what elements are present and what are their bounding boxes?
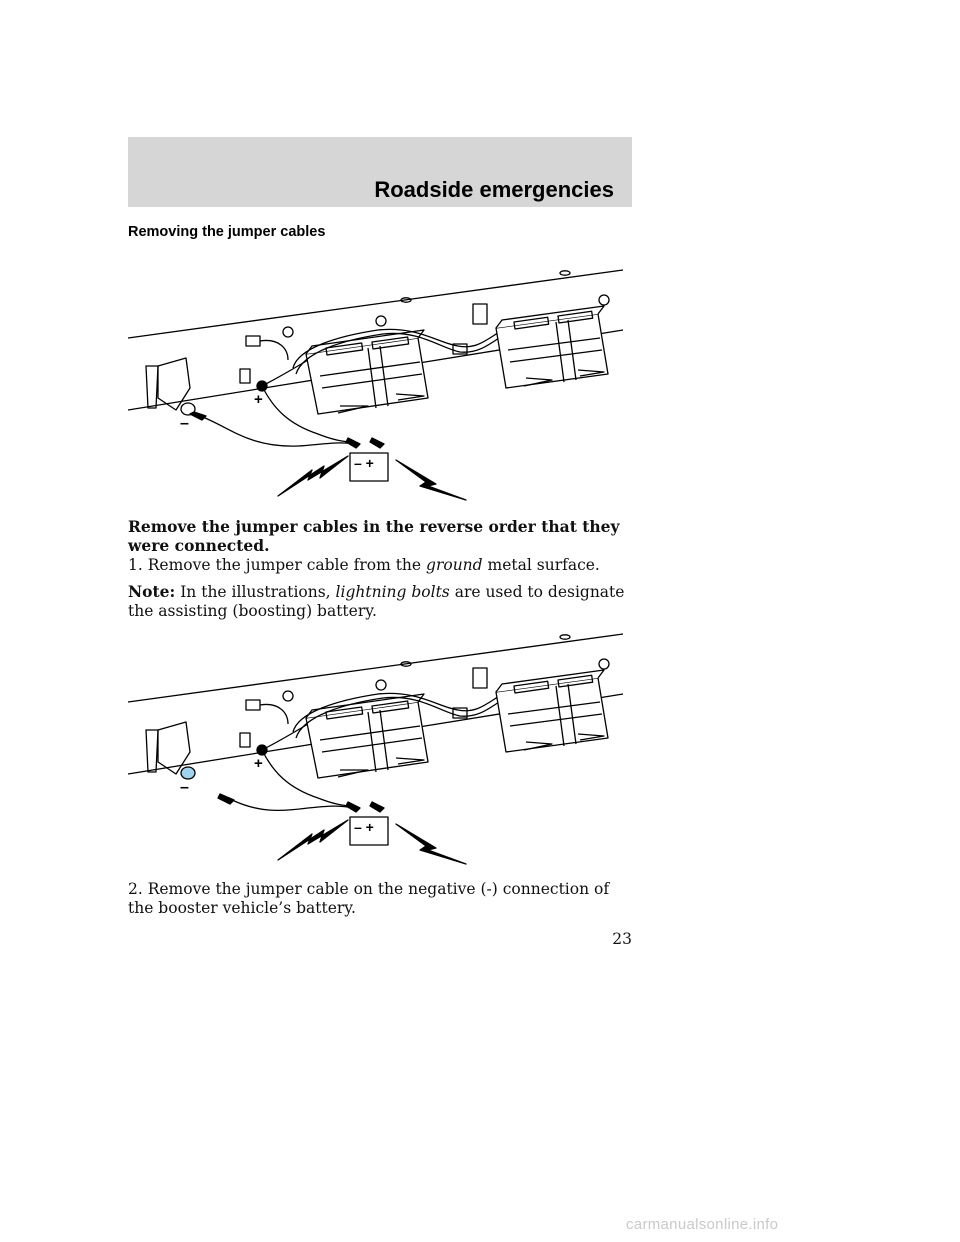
booster-positive-clamp: [370, 802, 384, 812]
battery-cable: [260, 340, 288, 360]
frame-hole: [560, 271, 570, 275]
note-text: In the illustrations,: [180, 583, 331, 601]
second-battery: [496, 295, 609, 388]
ground-point-highlight: [181, 767, 195, 779]
engine-part: [246, 700, 260, 710]
booster-battery-label: – +: [354, 455, 374, 471]
booster-positive-clamp: [370, 438, 384, 448]
negative-sign: –: [180, 415, 189, 432]
engine-part: [246, 336, 260, 346]
negative-cable-clamp: [190, 412, 206, 420]
negative-sign: –: [180, 779, 189, 796]
figure-jumper-cables-connected: [128, 248, 632, 504]
lightning-bolt-icon: [278, 820, 348, 860]
positive-sign: +: [254, 391, 263, 408]
lightning-bolt-icon: [278, 456, 348, 496]
booster-negative-clamp: [346, 802, 360, 812]
engine-part: [240, 733, 250, 747]
ground-bracket: [146, 366, 158, 408]
battery-cable: [260, 704, 288, 724]
step-number: 1.: [128, 556, 143, 574]
lightning-bolt-icon: [396, 824, 466, 864]
negative-jumper-cable: [200, 416, 353, 446]
header-band: [128, 137, 632, 207]
figure-ground-cable-removed: [128, 612, 632, 868]
footer-watermark: carmanualsonline.info: [626, 1216, 779, 1233]
note-label: Note:: [128, 582, 176, 601]
engine-part: [473, 304, 487, 324]
ground-bracket: [146, 730, 158, 772]
step-text: Remove the jumper cable from the: [147, 556, 422, 574]
lightning-bolt-icon: [396, 460, 466, 500]
booster-battery-label: – +: [354, 819, 374, 835]
note-emphasis: lightning bolts: [335, 583, 450, 601]
page-number: 23: [612, 930, 632, 948]
step-text: metal surface.: [487, 556, 600, 574]
detached-cable-clamp: [218, 794, 234, 804]
second-battery: [496, 659, 609, 752]
step-2: 2. Remove the jumper cable on the negative (-) connection of the booster vehicle’s battery.: [128, 880, 610, 917]
engine-part: [473, 668, 487, 688]
intro-instruction: Remove the jumper cables in the reverse order that they were connected.: [128, 517, 620, 555]
engine-part: [240, 369, 250, 383]
detached-negative-cable: [232, 800, 353, 810]
frame-hole: [560, 635, 570, 639]
note-text: are used to designate the assisting (boosting) battery.: [128, 583, 625, 620]
section-heading: Removing the jumper cables: [128, 224, 326, 240]
positive-sign: +: [254, 755, 263, 772]
step-1: [128, 556, 628, 575]
section-header-title: Roadside emergencies: [374, 177, 614, 202]
booster-negative-clamp: [346, 438, 360, 448]
step-emphasis: ground: [426, 556, 483, 574]
